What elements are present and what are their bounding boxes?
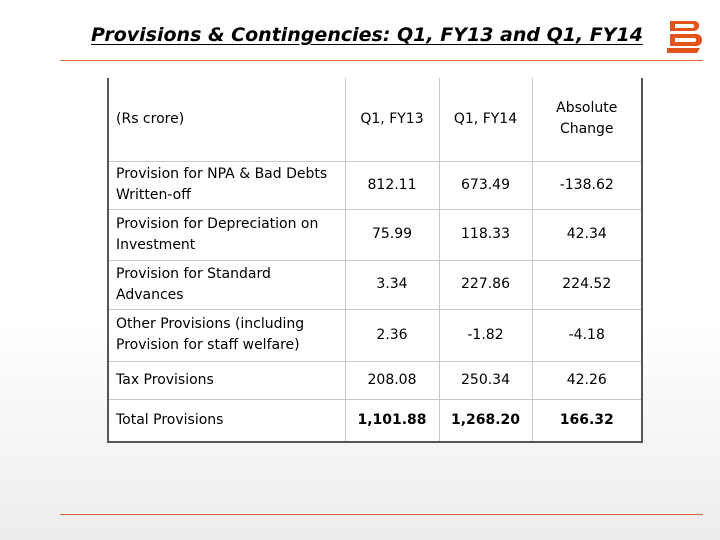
header-unit: (Rs crore) (108, 78, 345, 161)
header-q1-fy13: Q1, FY13 (345, 78, 439, 161)
table-row (108, 209, 642, 260)
cell-q1-fy14: 673.49 (439, 161, 532, 209)
cell-q1-fy14: 250.34 (439, 361, 532, 399)
cell-q1-fy14: 1,268.20 (439, 399, 532, 442)
table-row (108, 309, 642, 361)
top-divider (60, 60, 703, 61)
cell-change: 42.34 (532, 209, 642, 260)
row-label: Provision for Depreciation on Investment (108, 209, 345, 260)
row-label: Provision for Standard Advances (108, 260, 345, 309)
bottom-divider (60, 514, 703, 515)
cell-change: 166.32 (559, 411, 614, 428)
provisions-table (107, 78, 643, 443)
table-row (108, 260, 642, 309)
cell-q1-fy13: 812.11 (345, 161, 439, 209)
cell-change: -4.18 (532, 309, 642, 361)
cell-change: 224.52 (532, 260, 642, 309)
table-row (108, 161, 642, 209)
table-header-row (108, 78, 642, 161)
cell-change: -138.62 (532, 161, 642, 209)
bank-of-baroda-logo-icon (664, 17, 704, 57)
row-label: Provision for NPA & Bad Debts Written-off (108, 161, 345, 209)
row-label: Total Provisions (108, 399, 345, 442)
header-q1-fy14: Q1, FY14 (439, 78, 532, 161)
cell-q1-fy13: 75.99 (345, 209, 439, 260)
row-label: Tax Provisions (108, 361, 345, 399)
cell-q1-fy13: 2.36 (345, 309, 439, 361)
cell-q1-fy13: 1,101.88 (345, 399, 439, 442)
cell-q1-fy13: 3.34 (345, 260, 439, 309)
cell-q1-fy14: 227.86 (439, 260, 532, 309)
cell-q1-fy13: 208.08 (345, 361, 439, 399)
cell-q1-fy14: 118.33 (439, 209, 532, 260)
row-label: Other Provisions (including Provision for staff welfare) (108, 309, 345, 361)
table-row (108, 361, 642, 399)
cell-change: 42.26 (532, 361, 642, 399)
cell-q1-fy14: -1.82 (439, 309, 532, 361)
total-row (108, 399, 642, 442)
slide-title: Provisions & Contingencies: Q1, FY13 and Q1, FY14 (91, 24, 643, 46)
header-absolute-change: Absolute Change (532, 78, 642, 161)
